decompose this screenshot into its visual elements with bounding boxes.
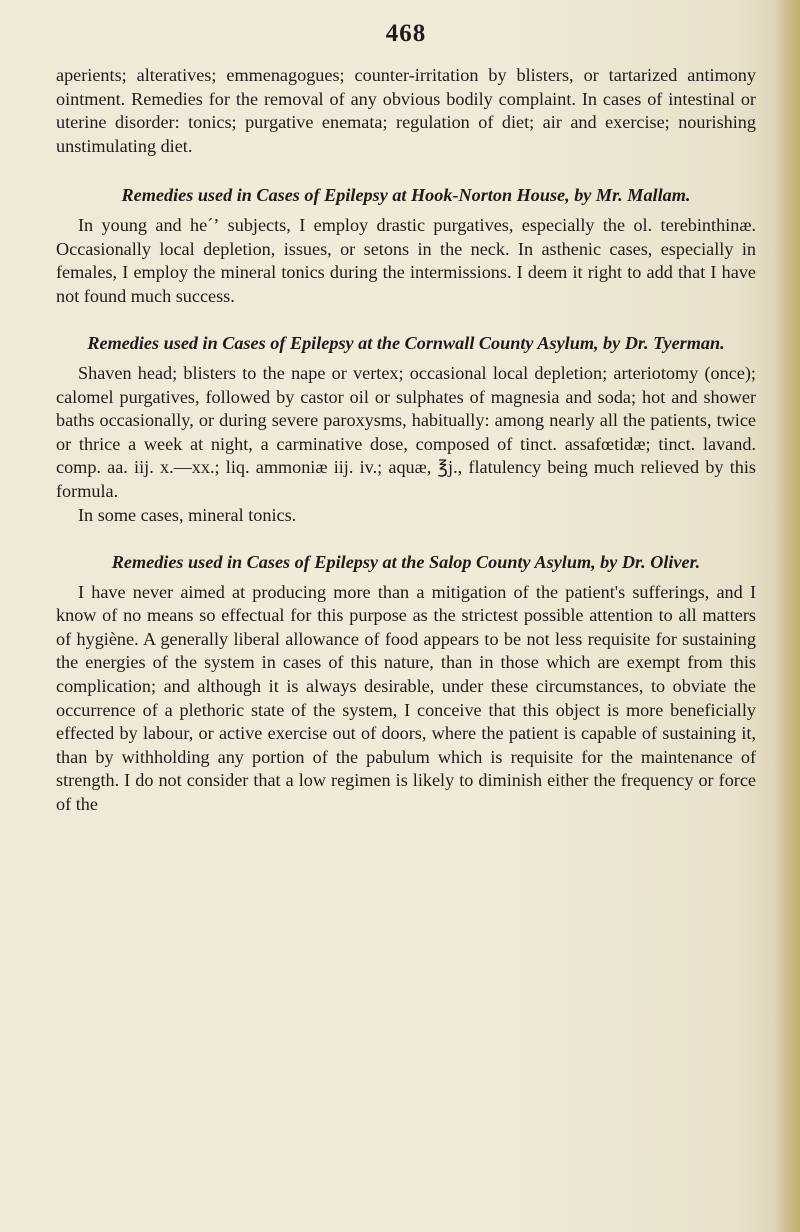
section-heading: Remedies used in Cases of Epilepsy at Hook-Norton House, by Mr. Mallam. <box>121 185 691 206</box>
section-heading: Remedies used in Cases of Epilepsy at the Salop County Asylum, by Dr. Oliver. <box>111 552 701 573</box>
section-heading: Remedies used in Cases of Epilepsy at the Cornwall County Asylum, by Dr. Tyerman. <box>87 333 725 354</box>
page-number: 468 <box>385 20 427 47</box>
section-paragraph: In some cases, mineral tonics. <box>78 504 297 525</box>
page-content <box>56 18 756 841</box>
section-paragraph: I have never aimed at producing more than a mitigation of the patient's sufferings, and I know of no means so effectual for this purpose as the strictest possible attention to all matters of hygiène. A generally liberal allowance of food appears to be not less requisite for sustaining the energies of the system in cases of this nature, than in those which are exempt from this complication; and although it is always desirable, under these circumstances, to obviate the occurrence of a plethoric state of the system, I conceive that this object is more beneficially effected by labour, or active exercise out of doors, where the patient is capable of sustaining it, than by withholding any portion of the pabulum which is requisite for the maintenance of strength. I do not consider that a low regimen is likely to diminish either the frequency or force of the <box>56 581 756 815</box>
section-hook-norton <box>56 184 756 308</box>
section-salop <box>56 551 756 817</box>
section-paragraph: Shaven head; blisters to the nape or vertex; occasional local depletion; arteriotomy (once); calomel purgatives, followed by castor oil or sulphates of magnesia and soda; hot and shower baths occasionally, or during severe paroxysms, habitually: among nearly all the patients, twice or thrice a week at night, a carminative dose, composed of tinct. assafœtidæ; tinct. lavand. comp. aa. iij. x.—xx.; liq. ammoniæ iij. iv.; aquæ, ℥j., flatulency being much relieved by this formula. <box>56 362 756 501</box>
section-cornwall <box>56 332 756 527</box>
section-paragraph: In young and he´ʼ subjects, I employ drastic purgatives, especially the ol. terebinthinæ. Occasionally local depletion, issues, or setons in the neck. In asthenic cases, especially in females, I employ the mineral tonics during the intermissions. I deem it right to add that I have not found much success. <box>56 214 756 306</box>
intro-paragraph: aperients; alteratives; emmenagogues; counter-irritation by blisters, or tartarized antimony ointment. Remedies for the removal of any obvious bodily complaint. In cases of intestinal or uterine disorder: tonics; purgative enemata; regulation of diet; air and exercise; nourishing unstimulating diet. <box>56 65 756 156</box>
page-edge-shadow <box>774 0 800 1232</box>
